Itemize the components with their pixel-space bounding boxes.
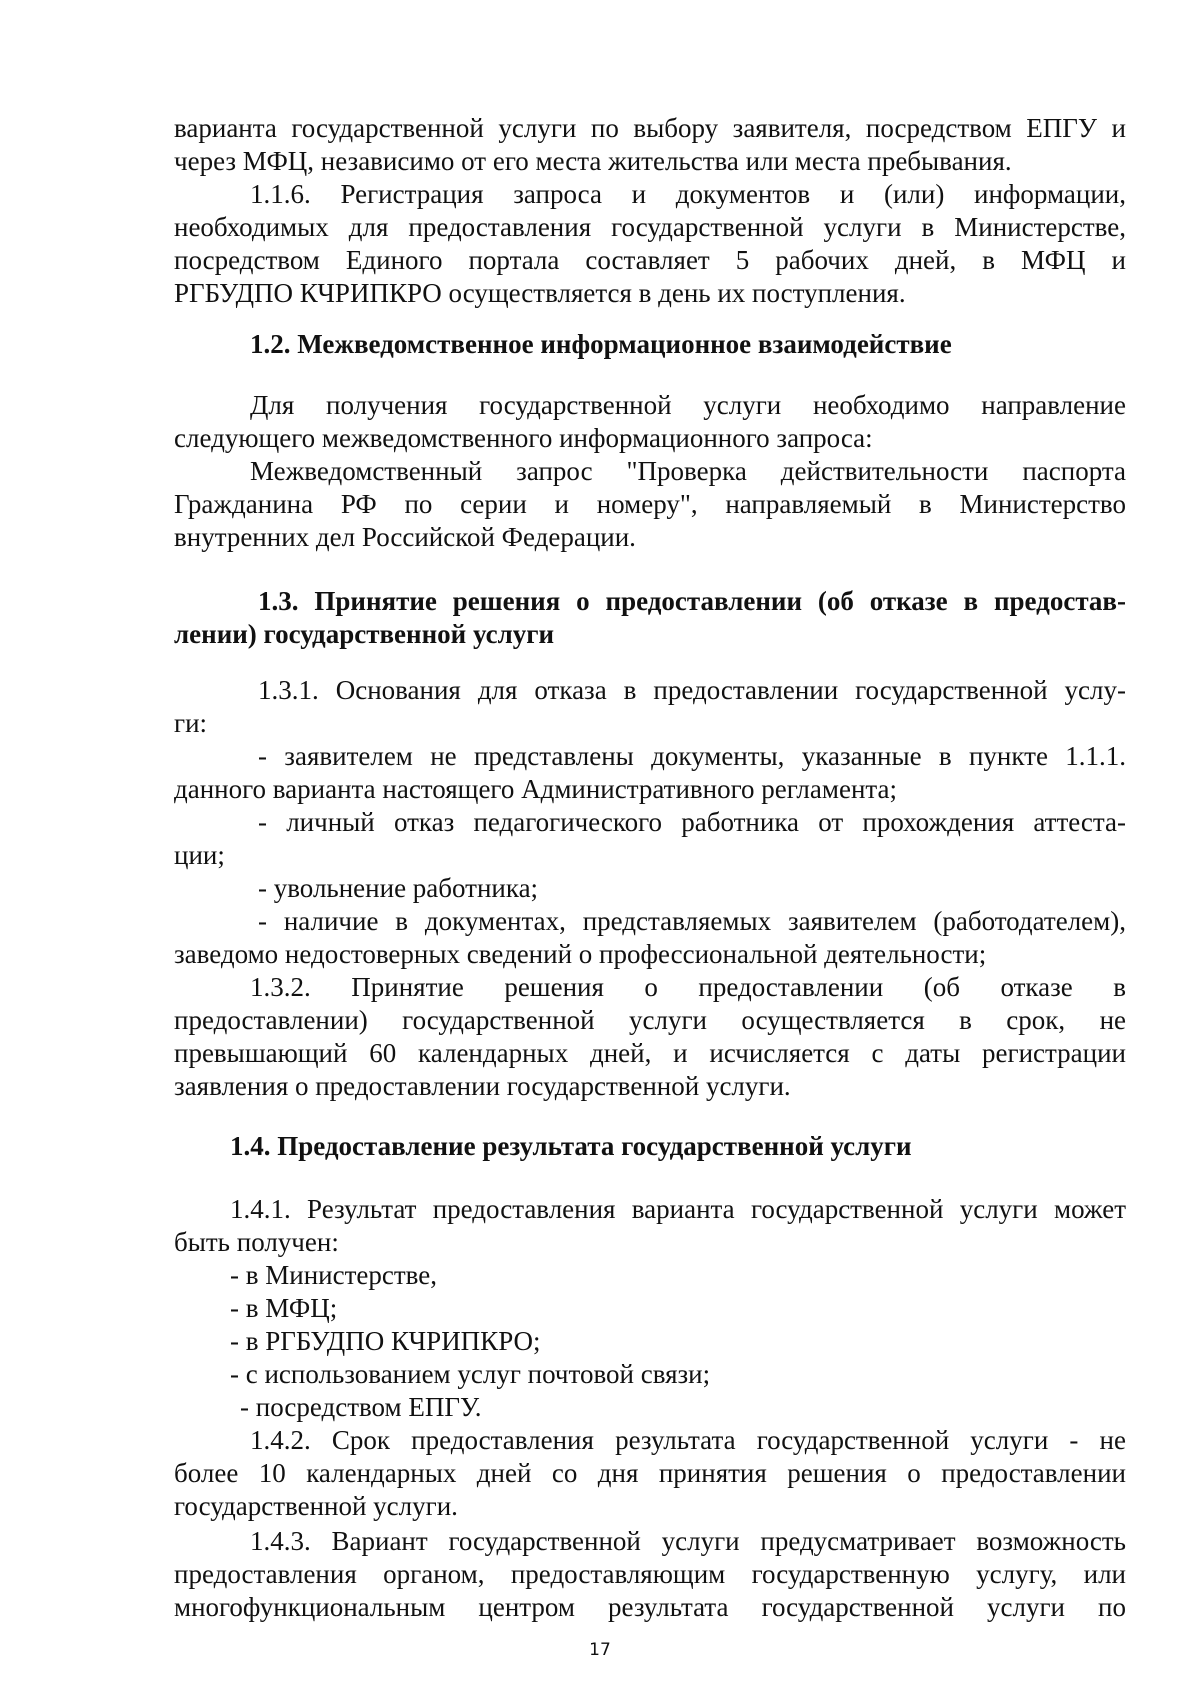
section-heading: лении) государственной услуги (174, 619, 555, 649)
text-line: 1.1.6. Регистрация запроса и документов и (или) информации, (250, 179, 1126, 209)
list-item: - в Министерстве, (230, 1260, 437, 1290)
page-number: 17 (589, 1640, 611, 1660)
text-line: Для получения государственной услуги необходимо направление (250, 390, 1126, 420)
text-line: превышающий 60 календарных дней, и исчисляется с даты регистрации (174, 1038, 1126, 1068)
text-line: Межведомственный запрос "Проверка действительности паспорта (250, 456, 1126, 486)
text-line: необходимых для предоставления государственной услуги в Министерстве, (174, 212, 1126, 242)
list-item: - личный отказ педагогического работника от прохождения аттеста- (258, 807, 1126, 837)
list-item: - посредством ЕПГУ. (240, 1392, 482, 1422)
section-heading: 1.2. Межведомственное информационное взаимодействие (250, 329, 952, 359)
text-line: 1.3.2. Принятие решения о предоставлении (об отказе в (250, 972, 1126, 1002)
text-line: РГБУДПО КЧРИПКРО осуществляется в день их поступления. (174, 278, 906, 308)
text-line: предоставлении) государственной услуги осуществляется в срок, не (174, 1005, 1126, 1035)
text-line: варианта государственной услуги по выбору заявителя, посредством ЕПГУ и (174, 113, 1126, 143)
text-line: 1.4.2. Срок предоставления результата государственной услуги - не (250, 1425, 1126, 1455)
text-line: через МФЦ, независимо от его места жительства или места пребывания. (174, 146, 1012, 176)
text-line: ги: (174, 708, 208, 738)
text-line: многофункциональным центром результата государственной услуги по (174, 1592, 1126, 1622)
text-line: 1.4.1. Результат предоставления варианта государственной услуги может (230, 1194, 1126, 1224)
list-item: - заявителем не представлены документы, указанные в пункте 1.1.1. (258, 741, 1126, 771)
list-item: - в МФЦ; (230, 1293, 338, 1323)
text-line: заведомо недостоверных сведений о профессиональной деятельности; (174, 939, 987, 969)
list-item: - наличие в документах, представляемых заявителем (работодателем), (258, 906, 1126, 936)
text-line: данного варианта настоящего Административного регламента; (174, 774, 898, 804)
text-line: внутренних дел Российской Федерации. (174, 522, 636, 552)
text-line: более 10 календарных дней со дня принятия решения о предоставлении (174, 1458, 1126, 1488)
list-item: - увольнение работника; (258, 873, 539, 903)
text-line: ции; (174, 840, 225, 870)
text-line: государственной услуги. (174, 1491, 458, 1521)
section-heading: 1.4. Предоставление результата государственной услуги (230, 1131, 912, 1161)
text-line: 1.4.3. Вариант государственной услуги предусматривает возможность (250, 1526, 1126, 1556)
list-item: - с использованием услуг почтовой связи; (230, 1359, 711, 1389)
text-line: Гражданина РФ по серии и номеру", направляемый в Министерство (174, 489, 1126, 519)
text-line: предоставления органом, предоставляющим государственную услугу, или (174, 1559, 1126, 1589)
text-line: быть получен: (174, 1227, 339, 1257)
text-line: следующего межведомственного информационного запроса: (174, 423, 873, 453)
text-line: посредством Единого портала составляет 5 рабочих дней, в МФЦ и (174, 245, 1126, 275)
text-line: 1.3.1. Основания для отказа в предоставлении государственной услу- (258, 675, 1126, 705)
section-heading: 1.3. Принятие решения о предоставлении (об отказе в предостав- (258, 586, 1126, 616)
list-item: - в РГБУДПО КЧРИПКРО; (230, 1326, 541, 1356)
text-line: заявления о предоставлении государственной услуги. (174, 1071, 791, 1101)
